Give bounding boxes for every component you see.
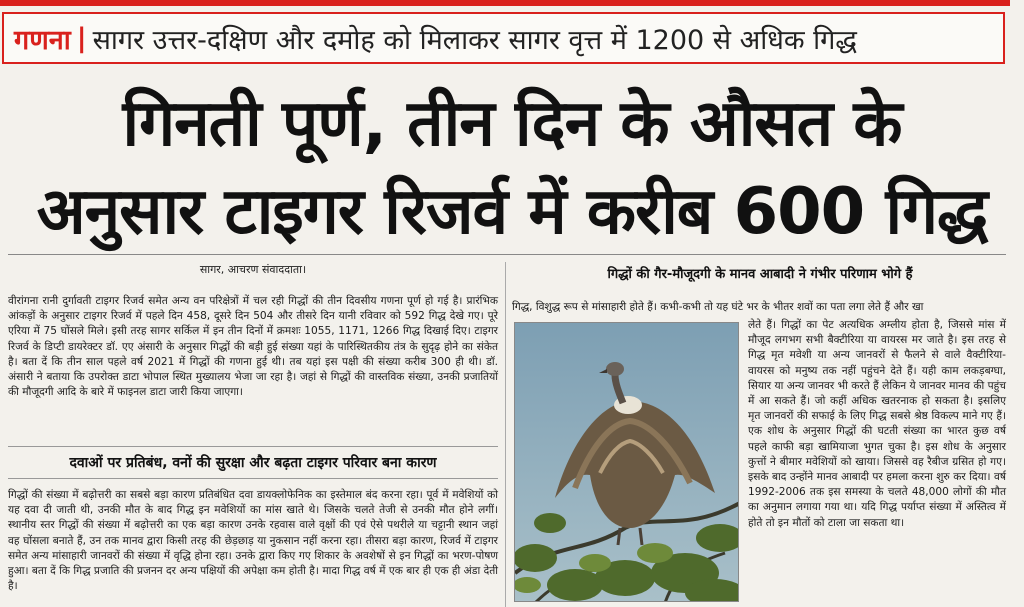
- subheading: दवाओं पर प्रतिबंध, वनों की सुरक्षा और बढ़ता टाइगर परिवार बना कारण: [8, 446, 498, 479]
- column-divider: [505, 262, 506, 607]
- dateline: सागर, आचरण संवाददाता।: [199, 263, 307, 276]
- left-paragraph-1: वीरांगना रानी दुर्गावती टाइगर रिजर्व समेत अन्य वन परिक्षेत्रों में चल रही गिद्धों की तीन दिवसीय गणना पूर्ण हो गई है। प्रारंभिक आंकड़ों के अनुसार टाइगर रिजर्व में पहले दिन 458, दूसरे दिन 504 और तीसरे दिन यानी रविवार को 592 गिद्ध देखे गए। पूरे एरिया में 75 घोंसले मिले। इसी तरह सागर सर्किल में इन तीन दिनों में क्रमशः 1055, 1171, 1266 गिद्ध दिखाई दिए। टाइगर रिजर्व के डिप्टी डायरेक्टर डॉ. एए अंसारी के अनुसार गिद्धों की बड़ी हुई संख्या यहां के पारिस्थितकीय तंत्र के सुदृढ़ होने का संकेत है। बता दें कि तीन साल पहले वर्ष 2021 में गिद्धों की गणना हुई थी। तब यहां इस पक्षी की संख्या करीब 300 ही थी। डॉ. अंसारी ने बताया कि उपरोक्त डाटा भोपाल स्थित मुख्यालय भेजा जा रहा है। जहां से गिद्धों की वास्तविक संख्या, उनकी प्रजातियों की मौजूदगी आदि के बारे में फाइनल डाटा जारी किया जाएगा।: [8, 295, 498, 399]
- headline-line-2: अनुसार टाइगर रिजर्व में करीब 600 गिद्ध: [36, 175, 988, 249]
- headline: [0, 80, 1024, 256]
- vulture-photo: [514, 322, 739, 602]
- top-red-bar: [0, 0, 1010, 6]
- kicker-banner: [2, 12, 1005, 64]
- vulture-illustration: [515, 323, 739, 602]
- kicker-text: सागर उत्तर-दक्षिण और दमोह को मिलाकर सागर वृत्त में 1200 से अधिक गिद्ध: [92, 24, 857, 56]
- right-column-text: लेते हैं। गिद्धों का पेट अत्यधिक अम्लीय होता है, जिससे मांस में मौजूद लगभग सभी बैक्टीरिया या वायरस मर जाते है। इस तरह से गिद्ध मृत मवेशी या अन्य जानवरों से फैलने से वाले वैक्टीरिया-वायरस को मनुष्य तक नहीं पहुंचने देते हैं। यही काम लकड़बग्घा, सियार या अन्य जानवर भी करते हैं लेकिन ये जानवर मानव की पहुंच में आ सकते हैं। जो कहीं अधिक खतरनाक हो सकता है। इसलिए मृत जानवरों की सफाई के लिए गिद्ध सबसे श्रेष्ठ विकल्प माने गए हैं। एक शोध के अनुसार गिद्धों की घटती संख्या का भारत कुछ वर्ष पहले काफी बड़ा खामियाजा भुगत चुका है। इस शोध के अनुसार कुत्तों ने बीमार मवेशियों को खाया। जिससे वह रैबीज ग्रसित हो गए। इसके बाद उन्होंने मानव आबादी पर हमला करना शुरु कर दिया। वर्ष 1992-2006 तक इस समस्या के चलते 48,000 लोगों की मौत का अनुमान लगाया गया था। यदि गिद्ध पर्याप्त संख्या में अस्तित्व में होते तो इन मौतों को टाला जा सकता था।: [748, 319, 1006, 529]
- headline-line-1: गिनती पूर्ण, तीन दिन के औसत के: [122, 87, 902, 161]
- left-paragraph-2: गिद्धों की संख्या में बढ़ोत्तरी का सबसे बड़ा कारण प्रतिबंधित दवा डायक्लोफेनिक का इस्तेमाल बंद करना रहा। पूर्व में मवेशियों को यह दवा दी जाती थी, उनकी मौत के बाद गिद्ध इन मवेशियों का मांस खाते थे। जिसके चलते तेजी से उनकी मौत होने लगीं। स्थानीय स्तर गिद्धों की संख्या में बढ़ोत्तरी का एक बड़ा कारण उनके रहवास वाले वृक्षों की एवं ऐसे पथरीले या चट्टानी स्थान जहां वह घोंसला बनाते हैं, उन तक मानव द्वारा किसी तरह की छेड़छाड़ या नुकसान नहीं करना रहा। तीसरा बड़ा कारण, रिजर्व में टाइगर समेत अन्य मांसाहारी जानवरों की संख्या में वृद्धि होना रहा। उनके द्वारा किए गए शिकार के अवशेषों से इन गिद्धों का भरण-पोषण हुआ। बता दें कि गिद्ध प्रजाति की प्रजनन दर अन्य पक्षियों की अपेक्षा कम होती है। मादा गिद्ध वर्ष में एक बार ही एक ही अंडा देती है।: [8, 489, 498, 593]
- headline-rule: [8, 254, 1006, 255]
- kicker-tag: गणना: [14, 24, 71, 56]
- kicker-separator: |: [76, 22, 87, 54]
- right-lead-line: गिद्ध, विशुद्ध रूप से मांसाहारी होते हैं। कभी-कभी तो यह घंटे भर के भीतर शवों का पता लगा लेते हैं और खा: [512, 301, 924, 313]
- right-heading: गिद्धों की गैर-मौजूदगी के मानव आबादी ने गंभीर परिणाम भोगे हैं: [607, 267, 913, 282]
